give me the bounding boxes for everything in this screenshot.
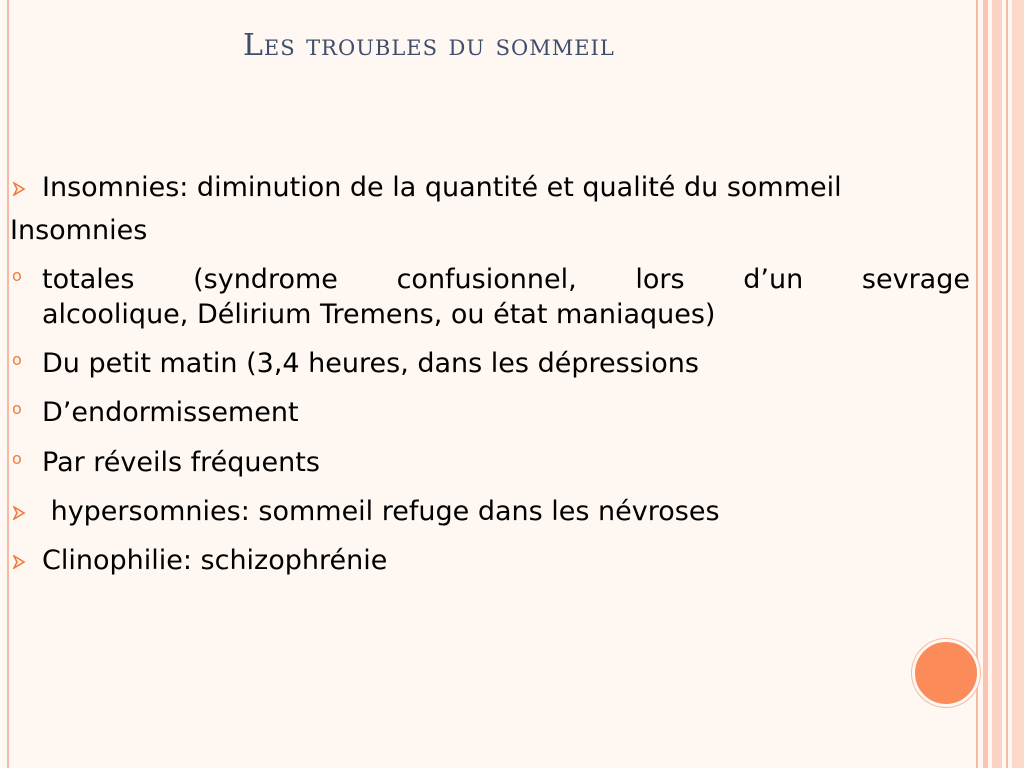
left-decorative-line <box>7 0 9 768</box>
totales-line-1: totales (syndrome confusionnel, lors d’un sevrage <box>42 264 970 296</box>
heading-text: Insomnies <box>10 215 148 247</box>
bullet-text: Du petit matin (3,4 heures, dans les dépressions <box>42 348 699 380</box>
circle-bullet-icon: o <box>12 266 22 286</box>
slide-content <box>10 170 970 578</box>
decorative-circle <box>912 639 980 707</box>
bullet-hypersomnies <box>10 494 970 529</box>
sub-bullet-petit-matin <box>10 346 970 381</box>
bullet-clinophilie <box>10 543 970 578</box>
bullet-text: Insomnies: diminution de la quantité et qualité du sommeil <box>42 172 842 203</box>
bullet-text: Clinophilie: schizophrénie <box>42 544 388 576</box>
sub-bullet-reveils <box>10 445 970 480</box>
sub-bullet-totales <box>10 262 970 332</box>
circle-bullet-icon: o <box>12 448 22 468</box>
bullet-text: Par réveils fréquents <box>42 446 320 478</box>
circle-bullet-icon: o <box>12 350 22 370</box>
sub-bullet-endormissement <box>10 395 970 430</box>
bullet-insomnies-definition <box>10 170 970 205</box>
totales-line-2: alcoolique, Délirium Tremens, ou état maniaques) <box>42 299 716 331</box>
bullet-text: D’endormissement <box>42 397 299 429</box>
slide-title: Les troubles du sommeil <box>243 28 615 63</box>
circle-bullet-icon: o <box>12 399 22 419</box>
bullet-text: hypersomnies: sommeil refuge dans les névroses <box>42 495 720 527</box>
insomnies-heading <box>10 213 970 248</box>
right-decorative-stripes <box>976 0 1024 768</box>
